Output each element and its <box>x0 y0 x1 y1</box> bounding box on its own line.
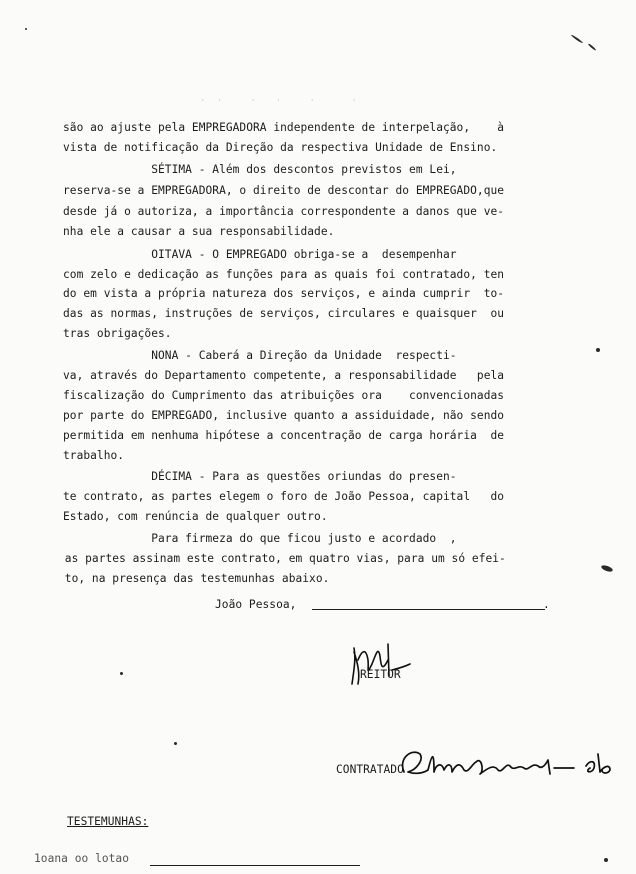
contratado-label: CONTRATADO <box>336 763 404 776</box>
body-line: com zelo e dedicação as funções para as quais foi contratado, ten <box>63 268 505 281</box>
clause-decima-heading: DÉCIMA - Para as questões oriundas do presen- <box>63 470 457 483</box>
body-line: do em vista a própria natureza dos serviços, e ainda cumprir to- <box>63 287 505 300</box>
reitor-signature <box>344 640 414 690</box>
scan-speck <box>596 348 600 352</box>
contratado-signature <box>398 744 628 788</box>
scan-speck <box>601 564 614 573</box>
closing-paragraph: Para firmeza do que ficou justo e acordado , <box>63 532 457 545</box>
body-line: por parte do EMPREGADO, inclusive quanto a assiduidade, não sendo <box>63 409 505 422</box>
scan-speck <box>120 672 123 675</box>
scan-speck <box>25 28 27 30</box>
scan-speck <box>174 742 177 745</box>
date-blank-line <box>312 609 545 610</box>
body-line: fiscalização do Cumprimento das atribuições ora convencionadas <box>63 389 505 402</box>
clause-setima-heading: SÉTIMA - Além dos descontos previstos em Lei, <box>63 163 457 176</box>
bleed-through-text: · · · · · · <box>200 96 360 106</box>
body-line: nha ele a causar a sua responsabilidade. <box>63 225 335 238</box>
scan-speck <box>604 858 608 862</box>
body-line: to, na presença das testemunhas abaixo. <box>58 572 330 585</box>
bottom-cropped-text: 1oana oo lotao <box>34 852 129 865</box>
body-line: Estado, com renúncia de qualquer outro. <box>63 510 328 523</box>
body-line: as partes assinam este contrato, em quatro vias, para um só efei- <box>58 552 506 565</box>
witness-line <box>150 865 360 866</box>
clause-nona-heading: NONA - Caberá a Direção da Unidade respecti- <box>63 349 457 362</box>
scan-speck <box>588 43 597 51</box>
scan-speck <box>571 34 584 44</box>
body-line: das as normas, instruções de serviços, circulares e quaisquer ou <box>63 307 505 320</box>
clause-oitava-heading: OITAVA - O EMPREGADO obriga-se a desempenhar <box>63 248 457 261</box>
testemunhas-label: TESTEMUNHAS: <box>67 815 149 828</box>
date-end-mark: . <box>543 598 550 611</box>
body-line: tras obrigações. <box>63 327 172 340</box>
reitor-label: REITOR <box>360 668 401 681</box>
body-line: são ao ajuste pela EMPREGADORA independente de interpelação, à <box>63 121 505 134</box>
body-line: te contrato, as partes elegem o foro de João Pessoa, capital do <box>63 490 505 503</box>
body-line: desde já o autoriza, a importância correspondente a danos que ve- <box>63 205 505 218</box>
body-line: reserva-se a EMPREGADORA, o direito de descontar do EMPREGADO,que <box>63 184 505 197</box>
body-line: va, através do Departamento competente, a responsabilidade pela <box>63 369 505 382</box>
body-line: trabalho. <box>63 449 125 462</box>
body-line: vista de notificação da Direção da respectiva Unidade de Ensino. <box>63 141 498 154</box>
date-label: João Pessoa, <box>215 598 297 611</box>
body-line: permitida em nenhuma hipótese a concentração de carga horária de <box>63 429 505 442</box>
